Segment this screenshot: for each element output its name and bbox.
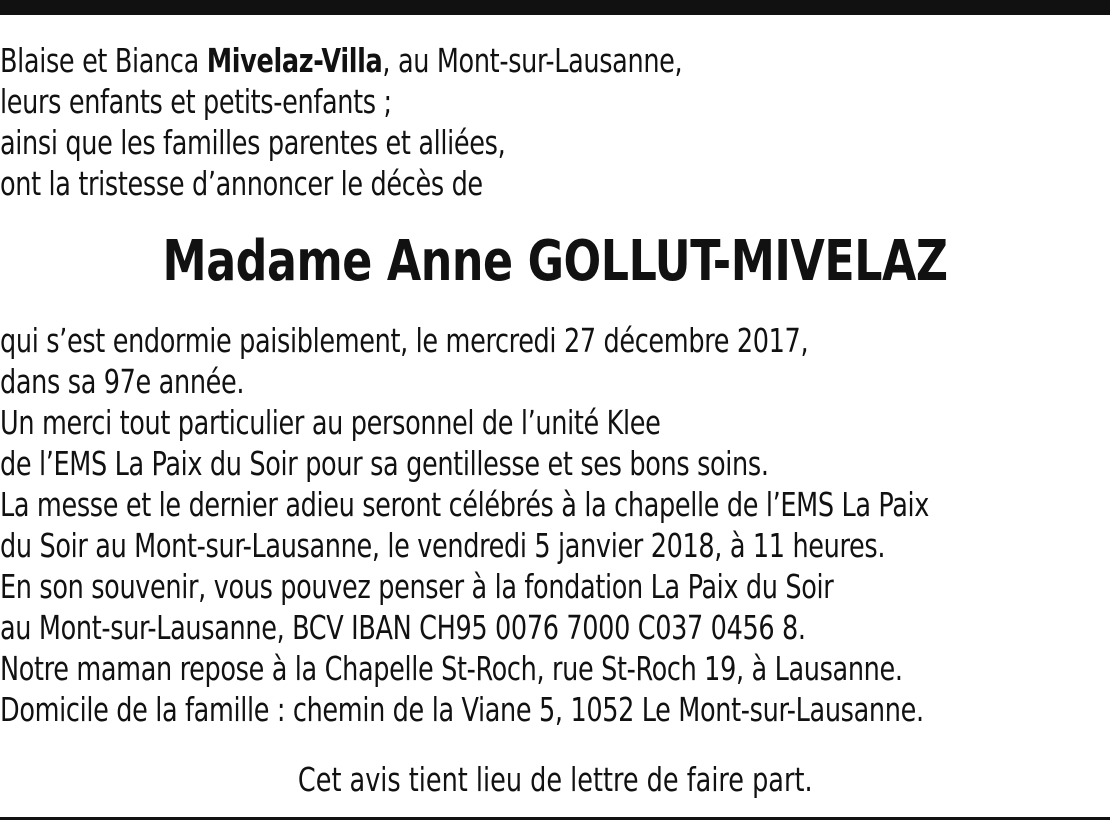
family-name: Mivelaz-Villa [206, 41, 383, 80]
intro-line-1-after: , au Mont-sur-Lausanne, [382, 41, 683, 80]
notice-body [0, 320, 1110, 730]
top-border-rule [0, 0, 1110, 15]
intro-line-2: leurs enfants et petits-enfants ; [0, 82, 392, 121]
body-line: Domicile de la famille : chemin de la Viane 5, 1052 Le Mont-sur-Lausanne. [0, 690, 924, 729]
intro-line-3: ainsi que les familles parentes et alliées, [0, 123, 506, 162]
intro-line-1 [0, 40, 955, 81]
closing-note [0, 759, 1110, 800]
death-notice [0, 40, 1110, 730]
body-line: du Soir au Mont-sur-Lausanne, le vendredi 5 janvier 2018, à 11 heures. [0, 526, 886, 565]
body-line: qui s’est endormie paisiblement, le mercredi 27 décembre 2017, [0, 321, 809, 360]
body-line: au Mont-sur-Lausanne, BCV IBAN CH95 0076 7000 C037 0456 8. [0, 608, 806, 647]
body-line: En son souvenir, vous pouvez penser à la fondation La Paix du Soir [0, 567, 834, 606]
intro-line-4: ont la tristesse d’annoncer le décès de [0, 164, 483, 203]
intro-line-1-before: Blaise et Bianca [0, 41, 207, 80]
closing-text: Cet avis tient lieu de lettre de faire part. [297, 760, 813, 799]
announcing-family-block [0, 40, 1110, 204]
body-line: Notre maman repose à la Chapelle St-Roch, rue St-Roch 19, à Lausanne. [0, 649, 903, 688]
deceased-name-heading [0, 229, 1110, 294]
deceased-name: Madame Anne GOLLUT-MIVELAZ [162, 229, 948, 294]
body-line: La messe et le dernier adieu seront célébrés à la chapelle de l’EMS La Paix [0, 485, 930, 524]
body-line: de l’EMS La Paix du Soir pour sa gentillesse et ses bons soins. [0, 444, 769, 483]
body-line: dans sa 97e année. [0, 362, 245, 401]
body-line: Un merci tout particulier au personnel de l’unité Klee [0, 403, 661, 442]
